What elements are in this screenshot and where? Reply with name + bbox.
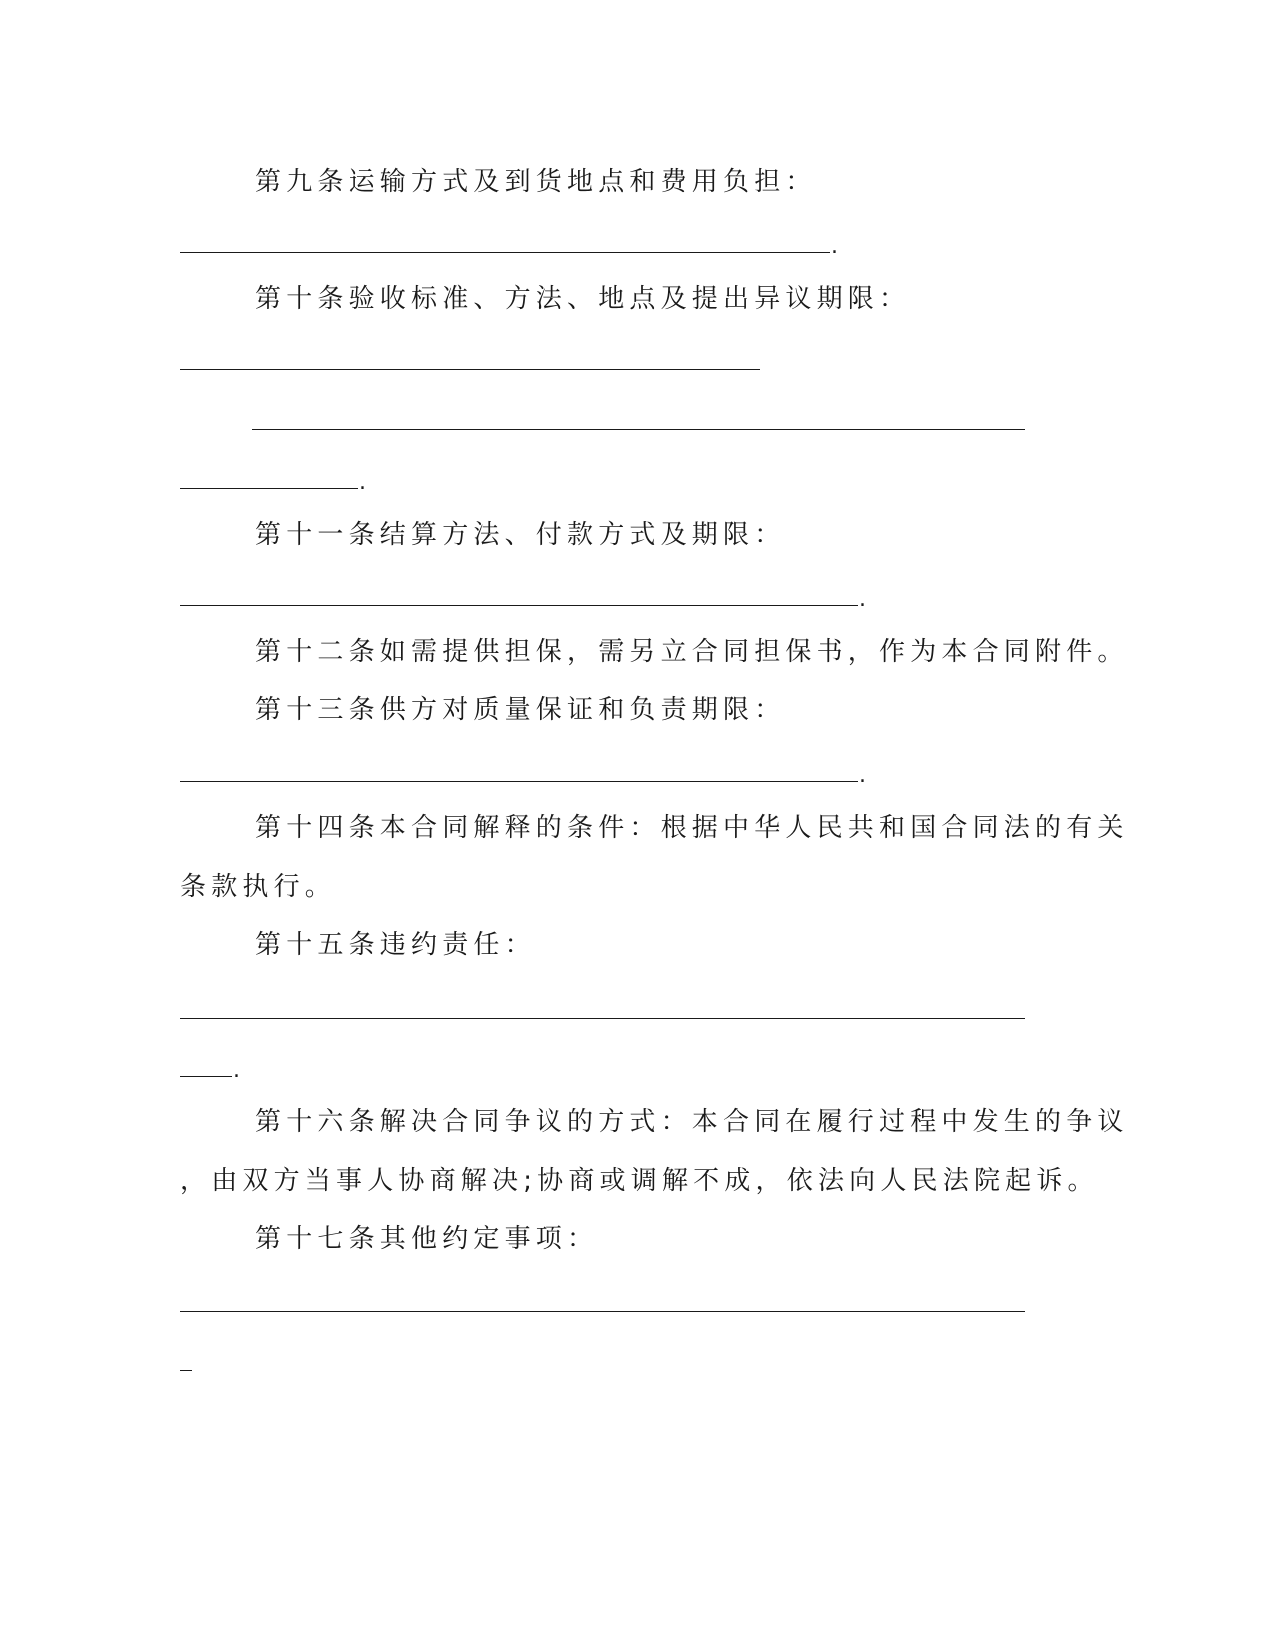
clause-11-period: . (859, 587, 866, 612)
clause-16-text-line-2: ，由双方当事人协商解决;协商或调解不成，依法向人民法院起诉。 (180, 1166, 1099, 1196)
clause-10-period: . (359, 470, 366, 495)
clause-9-blank-line (180, 252, 830, 253)
clause-13-text: 第十三条供方对质量保证和负责期限： (255, 695, 786, 725)
clause-10-blank-line-1 (180, 369, 760, 370)
clause-9-period: . (831, 234, 838, 259)
clause-17-blank-line-2 (180, 1370, 192, 1371)
clause-15-text: 第十五条违约责任： (255, 930, 536, 960)
clause-15-blank-line-2 (180, 1076, 232, 1077)
clause-11-blank-line (180, 605, 858, 606)
clause-15-blank-line-1 (180, 1018, 1025, 1019)
clause-13-blank-line (180, 781, 858, 782)
clause-10-text: 第十条验收标准、方法、地点及提出异议期限： (255, 284, 911, 314)
clause-16-text-line-1: 第十六条解决合同争议的方式：本合同在履行过程中发生的争议 (255, 1107, 1129, 1137)
clause-11-text: 第十一条结算方法、付款方式及期限： (255, 520, 786, 550)
clause-14-text-line-1: 第十四条本合同解释的条件：根据中华人民共和国合同法的有关 (255, 813, 1129, 843)
clause-12-text: 第十二条如需提供担保，需另立合同担保书，作为本合同附件。 (255, 637, 1129, 667)
clause-9-text: 第九条运输方式及到货地点和费用负担： (255, 167, 817, 197)
clause-17-text: 第十七条其他约定事项： (255, 1224, 599, 1254)
clause-17-blank-line-1 (180, 1311, 1025, 1312)
clause-10-blank-line-3 (180, 488, 358, 489)
clause-13-period: . (859, 763, 866, 788)
clause-14-text-line-2: 条款执行。 (180, 872, 337, 902)
clause-15-period: . (233, 1058, 240, 1083)
clause-10-blank-line-2 (252, 429, 1025, 430)
